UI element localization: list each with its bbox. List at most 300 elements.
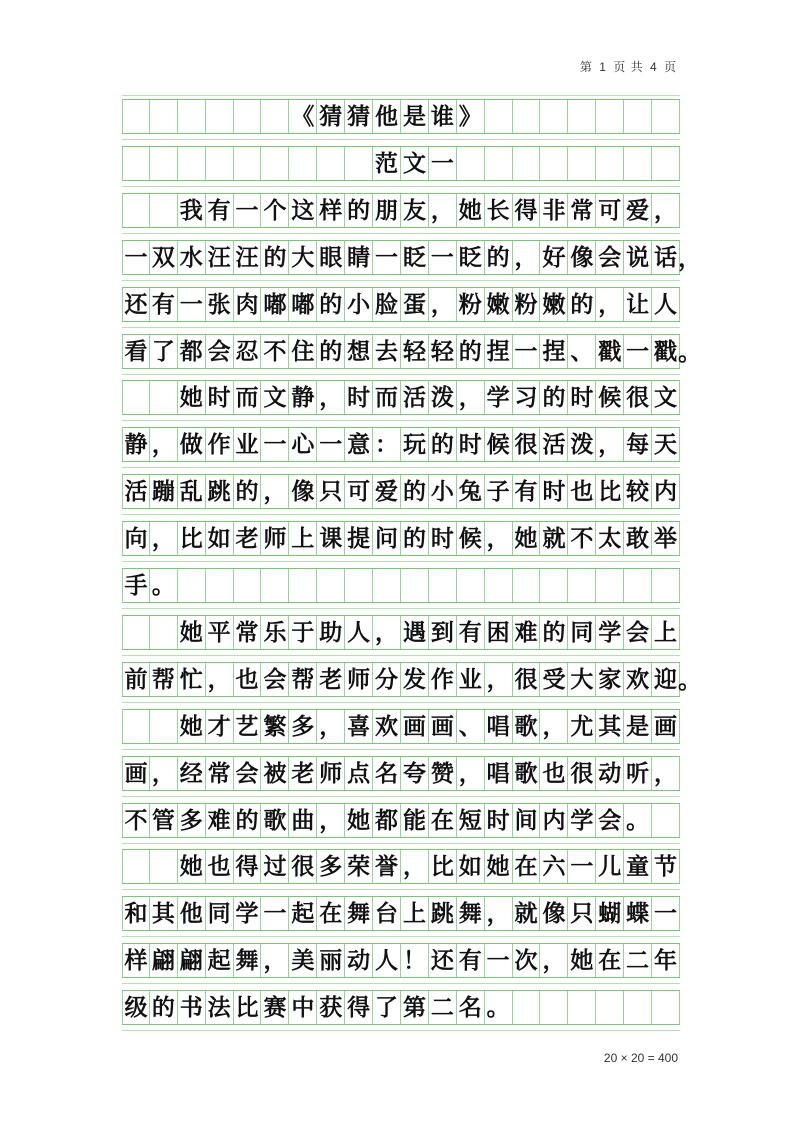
grid-cell: 学 — [596, 616, 624, 649]
grid-cell: 如 — [206, 522, 234, 555]
grid-cell — [150, 850, 178, 883]
grid-cell: 话 ， — [652, 241, 680, 274]
grid-cell: ， — [596, 288, 624, 321]
grid-row — [122, 615, 680, 650]
grid-cell — [429, 569, 457, 602]
grid-cell: 老 — [234, 522, 262, 555]
grid-cell: ， — [652, 194, 680, 227]
grid-cell: 脸 — [373, 288, 401, 321]
grid-cell: 点 — [345, 757, 373, 790]
grid-cell: 间 — [513, 804, 541, 837]
grid-cell: 好 — [541, 241, 569, 274]
grid-cell: 了 — [373, 991, 401, 1024]
grid-cell: 第 — [401, 991, 429, 1024]
grid-cell — [178, 147, 206, 180]
grid-cell: 如 — [457, 850, 485, 883]
grid-cell: 作 — [206, 428, 234, 461]
grid-cell: 歌 — [513, 757, 541, 790]
grid-cell — [122, 100, 150, 133]
grid-cell: 去 — [373, 335, 401, 368]
grid-cell: 都 — [373, 804, 401, 837]
grid-cell: 每 — [624, 428, 652, 461]
grid-cell: 帮 — [289, 663, 317, 696]
grid-cell: 不 — [122, 804, 150, 837]
grid-cell: 业 — [457, 663, 485, 696]
grid-cell: 。 — [485, 991, 513, 1024]
current-page: 1 — [599, 60, 607, 74]
grid-cell: 歌 — [262, 804, 290, 837]
grid-cell: 静 — [289, 381, 317, 414]
grid-cell: 一 — [122, 241, 150, 274]
grid-cell: 很 — [624, 381, 652, 414]
grid-cell: 动 — [596, 757, 624, 790]
grid-cell: 很 — [289, 850, 317, 883]
grid-gap-line — [122, 702, 680, 703]
grid-cell: 得 — [345, 991, 373, 1024]
grid-cell: 欢 — [624, 663, 652, 696]
grid-cell: 一 — [624, 335, 652, 368]
grid-cell: 家 — [596, 663, 624, 696]
grid-cell: 名 — [373, 757, 401, 790]
grid-cell: 意 — [345, 428, 373, 461]
grid-cell — [541, 100, 569, 133]
grid-cell: 其 — [596, 710, 624, 743]
grid-cell: 的 — [568, 288, 596, 321]
grid-cell: 老 — [317, 663, 345, 696]
grid-cell: 作 — [429, 663, 457, 696]
grid-cell — [373, 569, 401, 602]
grid-cell: 画 — [122, 757, 150, 790]
grid-cell: 师 — [317, 757, 345, 790]
grid-cell — [122, 710, 150, 743]
grid-cell: 舞 — [345, 897, 373, 930]
grid-cell: 的 — [345, 194, 373, 227]
grid-cell: 爱 — [373, 475, 401, 508]
grid-cell: 同 — [206, 897, 234, 930]
grid-cell — [624, 991, 652, 1024]
overflow-punctuation: 。 — [678, 666, 702, 694]
grid-cell: ， — [513, 241, 541, 274]
grid-cell: 。 — [624, 804, 652, 837]
grid-cell: 长 — [485, 194, 513, 227]
grid-row — [122, 756, 680, 791]
grid-cell: 我 — [178, 194, 206, 227]
grid-cell — [234, 100, 262, 133]
grid-cell: 老 — [289, 757, 317, 790]
page-prefix: 第 — [579, 60, 593, 74]
grid-cell: 多 — [289, 710, 317, 743]
grid-cell: 舞 — [234, 944, 262, 977]
grid-cell: 发 — [401, 663, 429, 696]
grid-cell: 她 — [178, 616, 206, 649]
grid-cell: 大 — [289, 241, 317, 274]
grid-cell: ， — [150, 757, 178, 790]
grid-cell: 次 — [513, 944, 541, 977]
grid-cell: 做 — [178, 428, 206, 461]
grid-cell: ， — [206, 663, 234, 696]
grid-cell: 活 — [401, 381, 429, 414]
grid-cell: 爱 — [624, 194, 652, 227]
grid-cell — [206, 147, 234, 180]
grid-cell: 张 — [206, 288, 234, 321]
grid-cell: 能 — [401, 804, 429, 837]
grid-cell: 、 — [568, 335, 596, 368]
grid-cell: 时 — [568, 381, 596, 414]
grid-cell: 台 — [373, 897, 401, 930]
grid-cell — [624, 100, 652, 133]
grid-cell: 忙 — [178, 663, 206, 696]
grid-cell — [122, 616, 150, 649]
grid-cell — [122, 850, 150, 883]
grid-cell — [289, 147, 317, 180]
grid-cell — [206, 100, 234, 133]
grid-cell: 她 — [178, 850, 206, 883]
grid-cell: 才 — [206, 710, 234, 743]
grid-cell: 像 — [568, 241, 596, 274]
grid-cell: 的 — [317, 335, 345, 368]
grid-cell — [122, 194, 150, 227]
grid-cell: 多 — [178, 804, 206, 837]
grid-cell: ， — [317, 804, 345, 837]
grid-gap-line — [122, 186, 680, 187]
grid-gap-line — [122, 1030, 680, 1031]
grid-cell: 文 — [652, 381, 680, 414]
grid-cell: 跳 — [206, 475, 234, 508]
grid-cell: 在 — [596, 944, 624, 977]
grid-cell: 像 — [289, 475, 317, 508]
grid-cell — [234, 147, 262, 180]
grid-cell: 困 — [485, 616, 513, 649]
grid-gap-line — [122, 983, 680, 984]
grid-cell: ， — [262, 944, 290, 977]
grid-cell: 歌 — [513, 710, 541, 743]
grid-cell — [513, 100, 541, 133]
grid-cell: 还 — [122, 288, 150, 321]
grid-cell: 也 — [206, 850, 234, 883]
grid-cell: 过 — [262, 850, 290, 883]
grid-cell: 被 — [262, 757, 290, 790]
grid-cell: 候 — [457, 522, 485, 555]
grid-gap-line — [122, 608, 680, 609]
grid-cell: 常 — [234, 616, 262, 649]
grid-cell — [485, 100, 513, 133]
grid-cell: 中 — [289, 991, 317, 1024]
grid-cell: ， — [457, 381, 485, 414]
grid-cell: 时 — [429, 522, 457, 555]
grid-cell: 画 — [429, 710, 457, 743]
grid-cell: 她 — [345, 804, 373, 837]
grid-cell — [262, 100, 290, 133]
grid-cell: 获 — [317, 991, 345, 1024]
grid-cell: 画 — [652, 710, 680, 743]
grid-cell: 住 — [289, 335, 317, 368]
grid-cell: 的 — [234, 804, 262, 837]
grid-cell: 会 — [206, 335, 234, 368]
grid-gap-line — [122, 327, 680, 328]
grid-cell: ， — [429, 194, 457, 227]
grid-cell: ， — [150, 428, 178, 461]
grid-cell: 小 — [429, 475, 457, 508]
grid-count-footer: 20 × 20 = 400 — [603, 1051, 678, 1065]
grid-cell: 一 — [262, 897, 290, 930]
grid-cell: 睛 — [345, 241, 373, 274]
grid-cell: 她 — [178, 710, 206, 743]
grid-cell: 会 — [624, 616, 652, 649]
grid-cell: 人 — [652, 288, 680, 321]
grid-cell: 嫩 — [541, 288, 569, 321]
grid-cell: ， — [652, 757, 680, 790]
grid-cell: 内 — [541, 804, 569, 837]
grid-cell: 蛋 — [401, 288, 429, 321]
grid-cell: 的 — [401, 475, 429, 508]
grid-cell: 在 — [317, 897, 345, 930]
grid-cell: 可 — [345, 475, 373, 508]
grid-cell: 捏 — [541, 335, 569, 368]
grid-cell: 学 — [234, 897, 262, 930]
grid-cell — [122, 147, 150, 180]
grid-cell: 经 — [178, 757, 206, 790]
grid-cell: 个 — [262, 194, 290, 227]
grid-row — [122, 380, 680, 415]
grid-cell — [596, 569, 624, 602]
grid-cell: 欢 — [373, 710, 401, 743]
grid-cell — [624, 147, 652, 180]
grid-cell: 嫩 — [485, 288, 513, 321]
grid-cell — [541, 569, 569, 602]
page-number-header — [579, 58, 678, 75]
grid-cell: 敢 — [624, 522, 652, 555]
grid-cell: 名 — [457, 991, 485, 1024]
grid-row — [122, 896, 680, 931]
grid-cell: 人 — [345, 616, 373, 649]
grid-gap-line — [122, 374, 680, 375]
grid-cell: 眼 — [317, 241, 345, 274]
grid-cell: 粉 — [513, 288, 541, 321]
grid-cell: 汪 — [206, 241, 234, 274]
grid-row — [122, 803, 680, 838]
grid-cell: 想 — [345, 335, 373, 368]
grid-row — [122, 849, 680, 884]
grid-cell: 分 — [373, 663, 401, 696]
grid-cell — [652, 991, 680, 1024]
grid-top-line — [122, 95, 680, 96]
grid-cell: 起 — [206, 944, 234, 977]
grid-cell: 范 — [373, 147, 401, 180]
grid-cell: 就 — [541, 522, 569, 555]
overflow-punctuation: ， — [678, 244, 702, 272]
grid-cell — [178, 100, 206, 133]
grid-cell: 时 — [541, 475, 569, 508]
grid-cell: ， — [317, 710, 345, 743]
grid-cell: 猜 — [345, 100, 373, 133]
grid-cell — [289, 569, 317, 602]
grid-cell: 还 — [429, 944, 457, 977]
grid-cell: 文 — [262, 381, 290, 414]
grid-cell: 在 — [513, 850, 541, 883]
grid-cell — [652, 147, 680, 180]
grid-cell: 荣 — [345, 850, 373, 883]
grid-cell — [150, 194, 178, 227]
grid-row — [122, 287, 680, 322]
grid-cell: 常 — [206, 757, 234, 790]
grid-cell: 戳 。 — [652, 335, 680, 368]
grid-cell: 一 — [568, 850, 596, 883]
grid-cell: 学 — [568, 804, 596, 837]
grid-cell: 舞 — [457, 897, 485, 930]
grid-cell — [150, 147, 178, 180]
grid-cell — [457, 569, 485, 602]
grid-cell: 的 — [401, 522, 429, 555]
grid-cell: 嘟 — [289, 288, 317, 321]
page-mid: 页 共 — [613, 60, 644, 74]
grid-cell: 难 — [513, 616, 541, 649]
grid-cell: 泼 — [429, 381, 457, 414]
grid-row — [122, 568, 680, 603]
grid-cell: 肉 — [234, 288, 262, 321]
grid-cell: 可 — [596, 194, 624, 227]
grid-cell: 的 — [541, 616, 569, 649]
grid-cell: ， — [485, 663, 513, 696]
grid-cell: 蝶 — [624, 897, 652, 930]
grid-gap-line — [122, 139, 680, 140]
grid-cell — [624, 569, 652, 602]
grid-cell: 很 — [513, 663, 541, 696]
grid-cell: 嘟 — [262, 288, 290, 321]
grid-cell: ， — [401, 850, 429, 883]
grid-cell: 师 — [262, 522, 290, 555]
grid-cell: 在 — [429, 804, 457, 837]
grid-cell: 他 — [373, 100, 401, 133]
grid-cell: 这 — [289, 194, 317, 227]
grid-cell: 难 — [206, 804, 234, 837]
grid-cell: 一 — [317, 428, 345, 461]
grid-row — [122, 943, 680, 978]
grid-cell — [513, 991, 541, 1024]
grid-cell: 她 — [485, 850, 513, 883]
grid-cell — [150, 381, 178, 414]
grid-cell — [150, 616, 178, 649]
grid-cell — [457, 147, 485, 180]
grid-cell: 习 — [513, 381, 541, 414]
grid-cell: ， — [429, 288, 457, 321]
grid-cell: 子 — [485, 475, 513, 508]
grid-cell: 一 — [485, 944, 513, 977]
grid-cell: 常 — [568, 194, 596, 227]
grid-cell: 候 — [596, 381, 624, 414]
grid-cell: 赛 — [262, 991, 290, 1024]
grid-cell: 她 — [457, 194, 485, 227]
grid-cell: 说 — [624, 241, 652, 274]
grid-cell: 也 — [541, 757, 569, 790]
grid-cell: 泼 — [568, 428, 596, 461]
grid-cell — [652, 100, 680, 133]
grid-cell: 一 — [178, 288, 206, 321]
grid-cell: ！ — [401, 944, 429, 977]
grid-cell: 时 — [457, 428, 485, 461]
grid-cell: 问 — [373, 522, 401, 555]
grid-cell: 听 — [624, 757, 652, 790]
grid-cell: 内 — [652, 475, 680, 508]
grid-cell: 法 — [206, 991, 234, 1024]
grid-cell: 忍 — [234, 335, 262, 368]
grid-cell: 得 — [234, 850, 262, 883]
grid-gap-line — [122, 420, 680, 421]
grid-cell: 时 — [206, 381, 234, 414]
grid-cell — [234, 569, 262, 602]
grid-cell: 《 — [289, 100, 317, 133]
grid-cell: 她 — [178, 381, 206, 414]
grid-cell: 书 — [178, 991, 206, 1024]
grid-row — [122, 193, 680, 228]
grid-cell: 举 — [652, 522, 680, 555]
grid-cell: 样 — [317, 194, 345, 227]
grid-cell: 誉 — [373, 850, 401, 883]
grid-cell: 轻 — [429, 335, 457, 368]
grid-cell: ， — [541, 944, 569, 977]
grid-cell: ， — [485, 897, 513, 930]
grid-cell: 蹦 — [150, 475, 178, 508]
grid-cell: 丽 — [317, 944, 345, 977]
grid-cell: 看 — [122, 335, 150, 368]
grid-cell: 比 — [429, 850, 457, 883]
grid-cell: 同 — [568, 616, 596, 649]
grid-cell: 美 — [289, 944, 317, 977]
grid-cell: 有 — [150, 288, 178, 321]
grid-gap-line — [122, 749, 680, 750]
grid-cell: 而 — [373, 381, 401, 414]
grid-cell: 迎 。 — [652, 663, 680, 696]
grid-cell: 粉 — [457, 288, 485, 321]
grid-cell: 活 — [122, 475, 150, 508]
grid-cell: 的 — [457, 335, 485, 368]
grid-gap-line — [122, 467, 680, 468]
grid-cell: 课 — [317, 522, 345, 555]
grid-cell: 帮 — [150, 663, 178, 696]
grid-cell — [150, 100, 178, 133]
grid-cell: 会 — [596, 804, 624, 837]
grid-cell: 捏 — [485, 335, 513, 368]
grid-cell: 她 — [513, 522, 541, 555]
grid-cell: 玩 — [401, 428, 429, 461]
grid-cell: 朋 — [373, 194, 401, 227]
grid-cell: 让 — [624, 288, 652, 321]
grid-cell: 、 — [457, 710, 485, 743]
grid-cell: 活 — [541, 428, 569, 461]
grid-cell: 的 — [317, 288, 345, 321]
grid-cell: 蝴 — [596, 897, 624, 930]
grid-cell: 和 — [122, 897, 150, 930]
grid-cell: 比 — [234, 991, 262, 1024]
grid-cell — [262, 147, 290, 180]
grid-cell — [652, 569, 680, 602]
grid-cell: 也 — [568, 475, 596, 508]
grid-cell: 水 — [178, 241, 206, 274]
grid-cell: 也 — [234, 663, 262, 696]
grid-cell: 一 — [262, 428, 290, 461]
grid-cell: 非 — [541, 194, 569, 227]
grid-cell — [150, 710, 178, 743]
grid-cell: 遇 — [401, 616, 429, 649]
grid-cell: 太 — [596, 522, 624, 555]
grid-cell: 时 — [485, 804, 513, 837]
grid-gap-line — [122, 889, 680, 890]
grid-cell: 喜 — [345, 710, 373, 743]
grid-cell: ， — [373, 616, 401, 649]
grid-cell: 唱 — [485, 710, 513, 743]
grid-cell — [568, 991, 596, 1024]
grid-cell: 乐 — [262, 616, 290, 649]
grid-cell: 繁 — [262, 710, 290, 743]
